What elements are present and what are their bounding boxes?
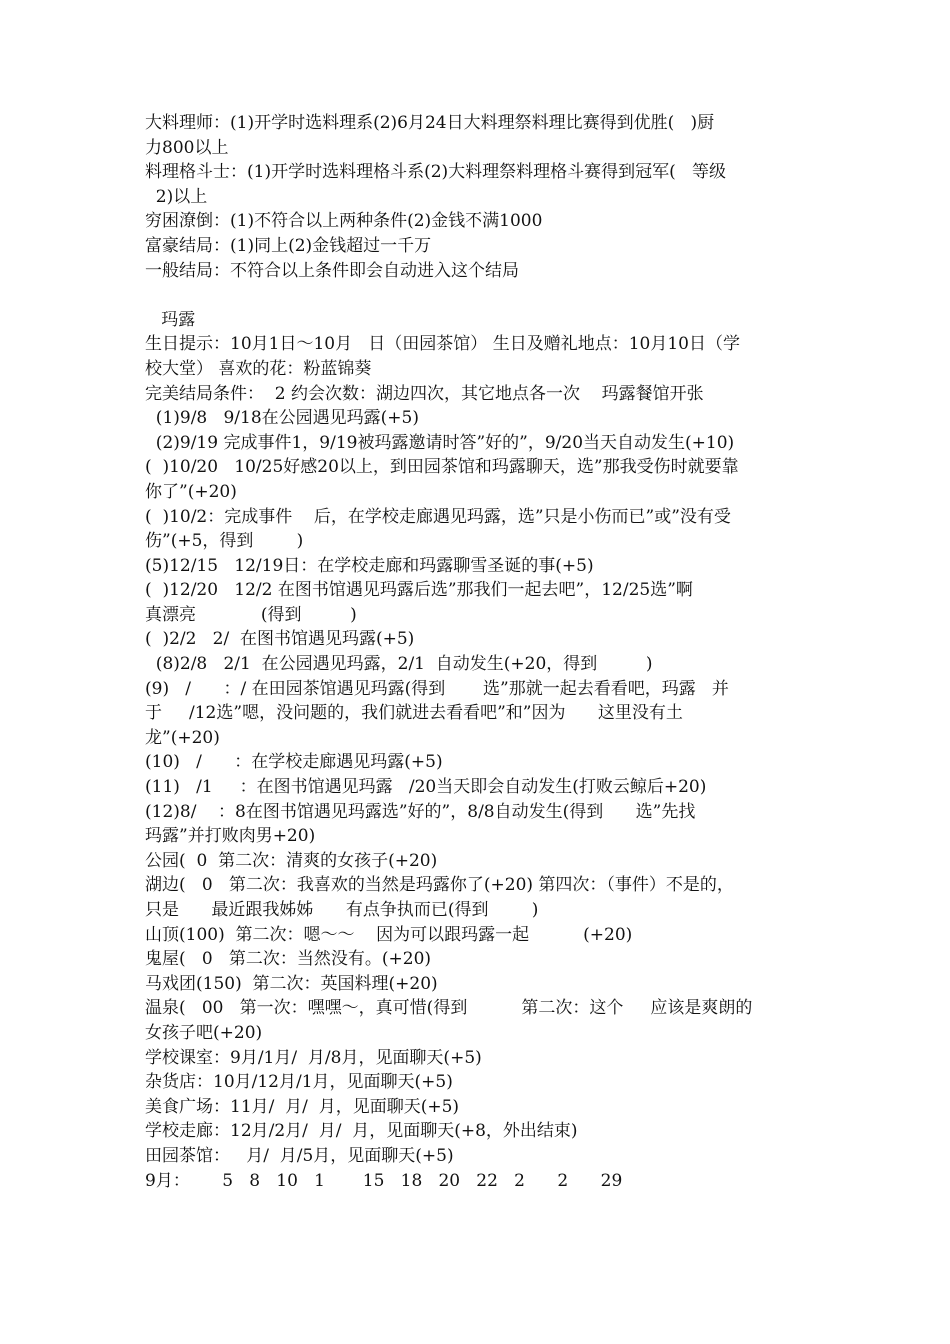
- text-line: 山顶(100) 第二次：嗯～～ 因为可以跟玛露一起 (+20): [145, 924, 633, 945]
- text-line: 一般结局：不符合以上条件即会自动进入这个结局: [145, 260, 519, 281]
- text-line: (2)9/19 完成事件1，9/19被玛露邀请时答”好的”，9/20当天自动发生(+10): [145, 432, 735, 453]
- text-line: (1)9/8 9/18在公园遇见玛露(+5): [145, 408, 419, 429]
- blank-line: [145, 283, 825, 308]
- text-line: (8)2/8 2/1 在公园遇见玛露，2/1 自动发生(+20，得到 ): [145, 654, 653, 675]
- text-line: 公园( 0 第二次：清爽的女孩子(+20): [145, 850, 438, 871]
- text-line: (5)12/15 12/19日：在学校走廊和玛露聊雪圣诞的事(+5): [145, 555, 594, 576]
- text-line: 大料理师：(1)开学时选料理系(2)6月24日大料理祭料理比赛得到优胜( )厨: [145, 113, 715, 133]
- text-line: 湖边( 0 第二次：我喜欢的当然是玛露你了(+20) 第四次：（事件）不是的，: [145, 875, 734, 896]
- text-line: ( )10/2：完成事件 后，在学校走廊遇见玛露，选”只是小伤而已”或”没有受: [145, 506, 731, 527]
- text-line: 美食广场：11月/ 月/ 月，见面聊天(+5): [145, 1096, 460, 1117]
- section-heading: 玛露: [145, 309, 196, 330]
- text-line: 真漂亮 (得到 ): [145, 604, 357, 625]
- text-line: 学校课室：9月/1月/ 月/8月，见面聊天(+5): [145, 1047, 482, 1068]
- text-line: ( )2/2 2/ 在图书馆遇见玛露(+5): [145, 629, 415, 650]
- text-line: 玛露”并打败肉男+20): [145, 826, 316, 847]
- text-line: (10) / ：在学校走廊遇见玛露(+5): [145, 752, 443, 773]
- text-line: 温泉( 00 第一次：嘿嘿～，真可惜(得到 第二次：这个 应该是爽朗的: [145, 998, 753, 1019]
- text-line: (12)8/ ：8在图书馆遇见玛露选”好的”，8/8自动发生(得到 选”先找: [145, 801, 696, 822]
- document-body: [145, 111, 825, 1193]
- text-line: 2)以上: [145, 186, 208, 207]
- text-line: 校大堂） 喜欢的花：粉蓝锦葵: [145, 358, 372, 379]
- text-line: 你了”(+20): [145, 481, 237, 502]
- text-line: 学校走廊：12月/2月/ 月/ 月，见面聊天(+8，外出结束): [145, 1121, 578, 1142]
- text-line: 完美结局条件： 2 约会次数：湖边四次，其它地点各一次 玛露餐馆开张: [145, 383, 704, 404]
- text-line: 料理格斗士：(1)开学时选料理格斗系(2)大料理祭料理格斗赛得到冠军( 等级: [145, 162, 727, 183]
- text-line: 田园茶馆： 月/ 月/5月，见面聊天(+5): [145, 1145, 454, 1166]
- text-line: 伤”(+5，得到 ): [145, 531, 304, 552]
- text-line: 力800以上: [145, 137, 229, 158]
- text-line: (9) / ：/ 在田园茶馆遇见玛露(得到 选”那就一起去看看吧，玛露 并: [145, 678, 729, 699]
- text-line: ( )10/20 10/25好感20以上，到田园茶馆和玛露聊天，选”那我受伤时就要靠: [145, 457, 739, 478]
- text-line: 生日提示：10月1日～10月 日（田园茶馆） 生日及赠礼地点：10月10日（学: [145, 334, 740, 355]
- text-line: 只是 最近跟我姊姊 有点争执而已(得到 ): [145, 900, 539, 920]
- text-line: 富豪结局：(1)同上(2)金钱超过一千万: [145, 235, 432, 256]
- text-line: 龙”(+20): [145, 727, 220, 748]
- text-line: 女孩子吧(+20): [145, 1022, 263, 1043]
- text-line: 于 /12选”嗯，没问题的，我们就进去看看吧”和”因为 这里没有土: [145, 703, 683, 724]
- text-line: (11) /1 ：在图书馆遇见玛露 /20当天即会自动发生(打败云鲸后+20): [145, 777, 707, 798]
- text-line: 鬼屋( 0 第二次：当然没有。(+20): [145, 949, 432, 970]
- text-line: 9月： 5 8 10 1 15 18 20 22 2 2 29: [145, 1170, 623, 1191]
- text-line: 穷困潦倒：(1)不符合以上两种条件(2)金钱不满1000: [145, 211, 543, 232]
- text-line: 杂货店：10月/12月/1月，见面聊天(+5): [145, 1072, 453, 1093]
- text-line: ( )12/20 12/2 在图书馆遇见玛露后选”那我们一起去吧”，12/25选”啊: [145, 580, 693, 601]
- text-line: 马戏团(150) 第二次：英国料理(+20): [145, 973, 438, 994]
